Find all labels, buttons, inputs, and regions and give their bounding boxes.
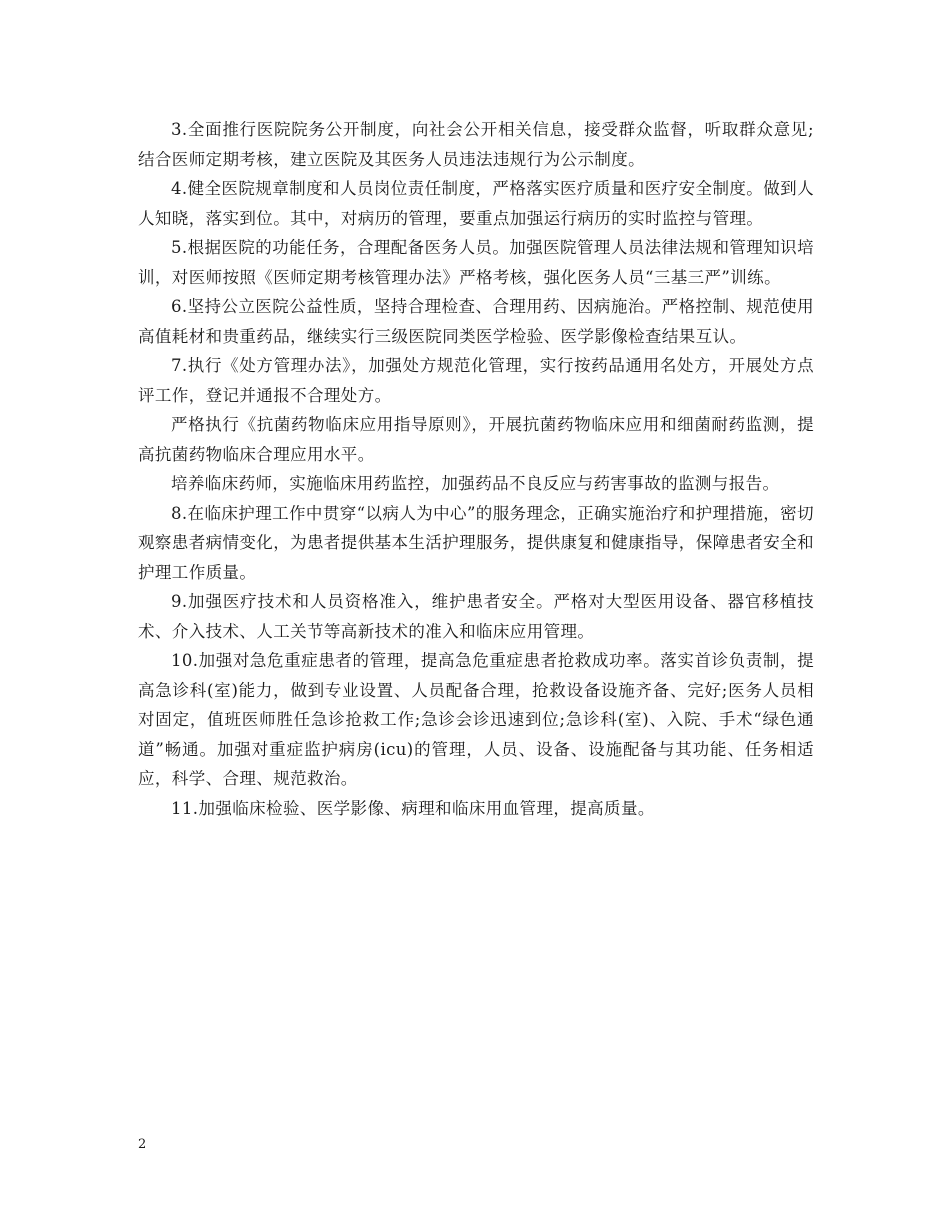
paragraph-item-3: 3.全面推行医院院务公开制度，向社会公开相关信息，接受群众监督，听取群众意见;结合医师定期考核，建立医院及其医务人员违法违规行为公示制度。 — [138, 120, 814, 169]
paragraph-item-10: 10.加强对急危重症患者的管理，提高急危重症患者抢救成功率。落实首诊负责制，提高急诊科(室)能力，做到专业设置、人员配备合理，抢救设备设施齐备、完好;医务人员相对固定，值班医师胜任急诊抢救工作;急诊会诊迅速到位;急诊科(室)、入院、手术“绿色通道”畅通。加强对重症监护病房(icu)的管理，人员、设备、设施配备与其功能、任务相适应，科学、合理、规范救治。 — [138, 651, 814, 788]
paragraph-item-11: 11.加强临床检验、医学影像、病理和临床用血管理，提高质量。 — [171, 798, 655, 818]
document-body — [138, 115, 814, 823]
paragraph-item-7: 7.执行《处方管理办法》，加强处方规范化管理，实行按药品通用名处方，开展处方点评工作，登记并通报不合理处方。 — [138, 356, 814, 405]
paragraph-item-8: 8.在临床护理工作中贯穿“以病人为中心”的服务理念，正确实施治疗和护理措施，密切观察患者病情变化，为患者提供基本生活护理服务，提供康复和健康指导，保障患者安全和护理工作质量。 — [138, 503, 814, 582]
paragraph-item-4: 4.健全医院规章制度和人员岗位责任制度，严格落实医疗质量和医疗安全制度。做到人人知晓，落实到位。其中，对病历的管理，要重点加强运行病历的实时监控与管理。 — [138, 179, 814, 228]
page-number: 2 — [138, 1137, 147, 1152]
paragraph-item-9: 9.加强医疗技术和人员资格准入，维护患者安全。严格对大型医用设备、器官移植技术、介入技术、人工关节等高新技术的准入和临床应用管理。 — [138, 592, 814, 641]
paragraph-item-5: 5.根据医院的功能任务，合理配备医务人员。加强医院管理人员法律法规和管理知识培训，对医师按照《医师定期考核管理办法》严格考核，强化医务人员“三基三严”训练。 — [138, 238, 814, 287]
paragraph-item-6: 6.坚持公立医院公益性质，坚持合理检查、合理用药、因病施治。严格控制、规范使用高值耗材和贵重药品，继续实行三级医院同类医学检验、医学影像检查结果互认。 — [138, 297, 814, 346]
paragraph-antibiotics: 严格执行《抗菌药物临床应用指导原则》，开展抗菌药物临床应用和细菌耐药监测，提高抗菌药物临床合理应用水平。 — [138, 415, 814, 464]
paragraph-clinical-pharmacist: 培养临床药师，实施临床用药监控，加强药品不良反应与药害事故的监测与报告。 — [171, 474, 780, 493]
